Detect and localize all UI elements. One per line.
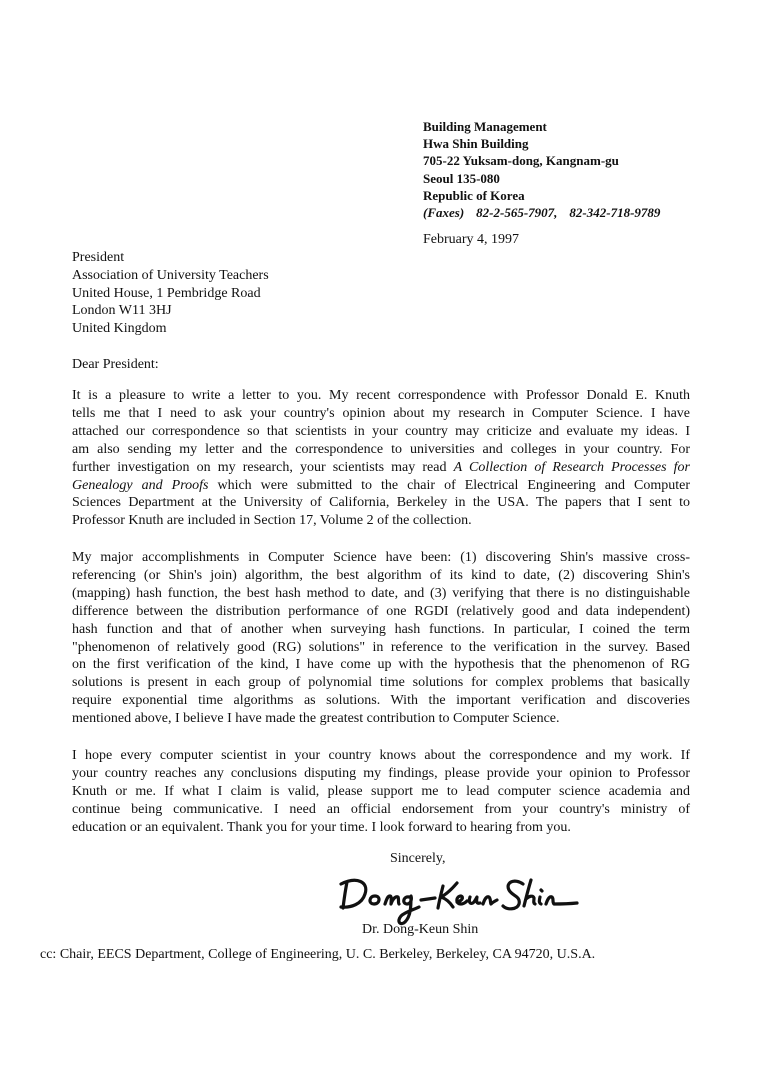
fax-label: (Faxes) <box>423 205 465 221</box>
paragraph-line: Sciences Department at the University of California, Berkeley in the USA. The papers that I sent to <box>72 495 690 511</box>
sender-line: Republic of Korea <box>423 187 525 203</box>
recipient-line: United House, 1 Pembridge Road <box>72 285 261 301</box>
handwritten-signature <box>335 866 595 928</box>
body-paragraph-2 <box>72 549 690 728</box>
signer-name: Dr. Dong-Keun Shin <box>362 922 479 937</box>
cc-line: cc: Chair, EECS Department, College of Engineering, U. C. Berkeley, Berkeley, CA 94720, U.S.A. <box>40 947 596 962</box>
paragraph-line: I hope every computer scientist in your country knows about the correspondence and my work. If <box>72 748 690 763</box>
paragraph-text: further investigation on my research, your scientists may read <box>72 459 454 475</box>
recipient-address <box>72 249 269 338</box>
sender-fax-line <box>423 204 660 221</box>
letter-date: February 4, 1997 <box>423 232 520 247</box>
paragraph-line: solutions is present in each group of polynomial time solutions for complex problems that basically <box>72 675 690 691</box>
paragraph-line: am also sending my letter and the correspondence to universities and colleges in your country. For <box>72 441 690 457</box>
paragraph-line: education or an equivalent. Thank you for your time. I look forward to hearing from you. <box>72 819 571 835</box>
recipient-line: London W11 3HJ <box>72 303 172 319</box>
body-paragraph-1 <box>72 387 690 530</box>
recipient-line: President <box>72 250 125 265</box>
collection-title: A Collection of Research Processes for <box>453 459 690 475</box>
paragraph-line: My major accomplishments in Computer Science have been: (1) discovering Shin's massive cross- <box>72 550 690 565</box>
paragraph-line: Professor Knuth are included in Section 17, Volume 2 of the collection. <box>72 513 472 529</box>
body-paragraph-3 <box>72 747 690 837</box>
paragraph-line: require exponential time algorithms as solutions. With the important verification and discoveries <box>72 693 690 709</box>
sender-line: Seoul 135-080 <box>423 170 500 186</box>
paragraph-line: Knuth or me. If what I claim is valid, please support me to lead computer science academia and <box>72 783 690 799</box>
paragraph-line: mentioned above, I believe I have made the greatest contribution to Computer Science. <box>72 711 560 727</box>
paragraph-line: "phenomenon of relatively good (RG) solutions" in reference to the verification in the survey. Based <box>72 639 690 655</box>
recipient-line: Association of University Teachers <box>72 267 269 283</box>
paragraph-line: referencing (or Shin's join) algorithm, the best algorithm of its kind to date, (2) discovering Shin's <box>72 567 690 583</box>
sender-address <box>423 118 660 221</box>
paragraph-line: continue being communicative. I need an official endorsement from your country's ministry of <box>72 801 690 817</box>
paragraph-line: attached our correspondence so that scientists in your country may criticize and evaluate my ideas. I <box>72 423 690 439</box>
closing: Sincerely, <box>390 851 446 866</box>
paragraph-line: It is a pleasure to write a letter to you. My recent correspondence with Professor Donald E. Knuth <box>72 388 690 403</box>
paragraph-line: difference between the distribution performance of one RGDI (relatively good and data independent) <box>72 603 690 619</box>
paragraph-line: hash function and that of another when surveying hash functions. In particular, I coined the term <box>72 621 690 637</box>
recipient-line: United Kingdom <box>72 321 167 337</box>
sender-line: 705-22 Yuksam-dong, Kangnam-gu <box>423 153 619 169</box>
sender-line: Building Management <box>423 119 547 134</box>
salutation: Dear President: <box>72 357 159 372</box>
fax-number-2: 82-342-718-9789 <box>569 205 661 221</box>
paragraph-line <box>72 477 690 495</box>
collection-title-cont: Genealogy and Proofs <box>72 477 209 493</box>
paragraph-line <box>72 459 690 477</box>
fax-number-1: 82-2-565-7907, <box>476 205 558 221</box>
paragraph-line: on the first verification of the kind, I have come up with the hypothesis that the phenomenon of RG <box>72 657 690 673</box>
paragraph-text: which were submitted to the chair of Electrical Engineering and Computer <box>208 477 690 493</box>
paragraph-line: (mapping) hash function, the best hash method to date, and (3) verifying that there is no distinguishable <box>72 585 690 601</box>
paragraph-line: your country reaches any conclusions disputing my findings, please provide your opinion to Professor <box>72 765 690 781</box>
sender-line: Hwa Shin Building <box>423 136 529 152</box>
paragraph-line: tells me that I need to ask your country's opinion about my research in Computer Science. I have <box>72 405 690 421</box>
